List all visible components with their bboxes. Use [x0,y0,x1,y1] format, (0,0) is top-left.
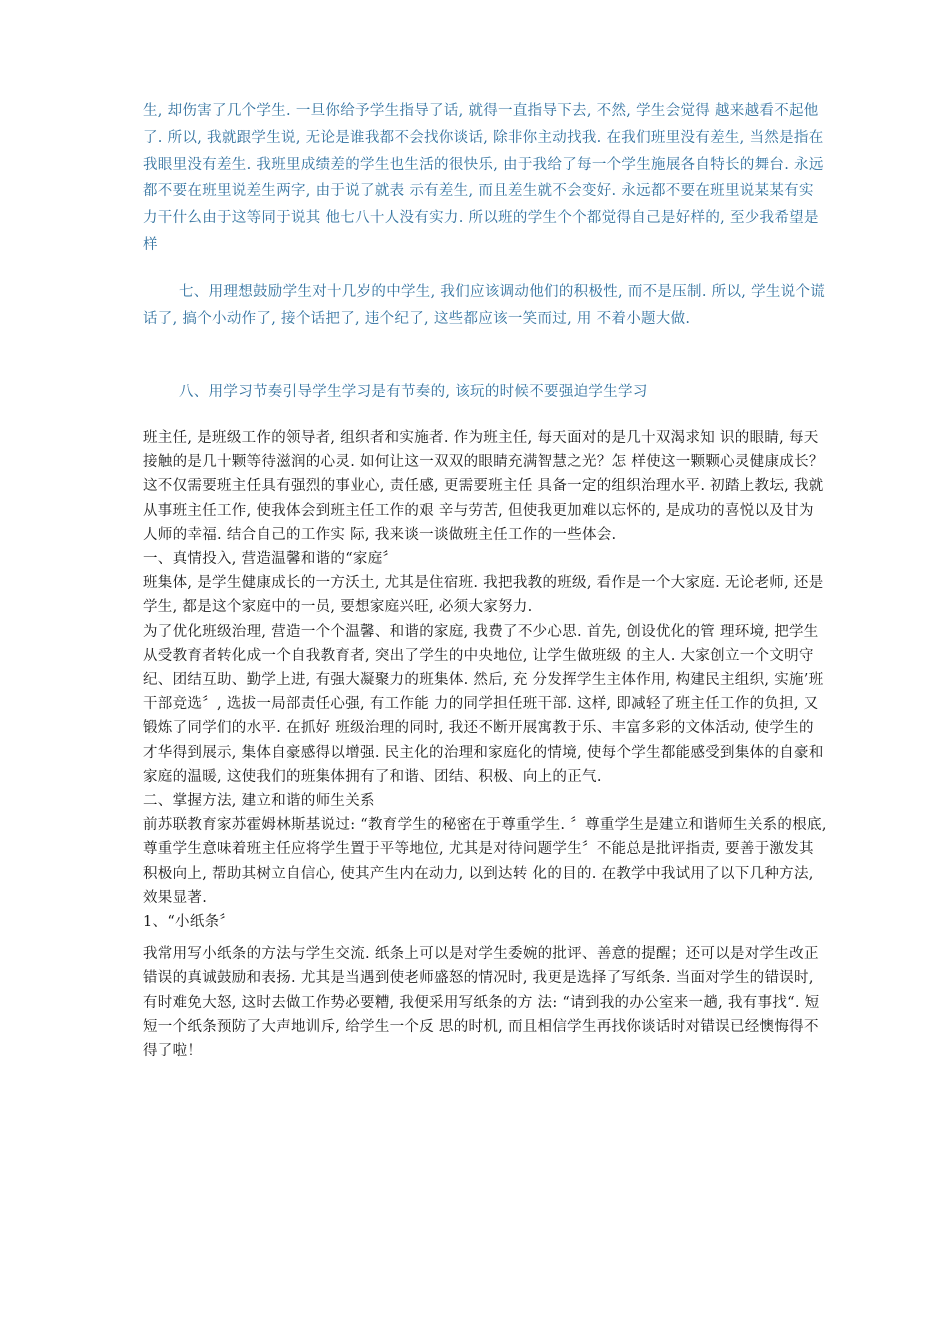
blue-paragraph-section-7: 七、用理想鼓励学生对十几岁的中学生, 我们应该调动他们的积极性, 而不是压制. 所以, 学生说个谎话了, 搞个小动作了, 接个话把了, 违个纪了, 这些都应该一笑而过, 用 不着小题大做. [143,284,826,327]
main-body [143,426,828,1063]
blue-paragraph-section-8: 八、用学习节奏引导学生学习是有节奏的, 该玩的时候不要强迫学生学习 [179,384,648,400]
heading-small-note: 1、“小纸条〞 [143,914,235,931]
heading-section-1: 一、真情投入, 营造温馨和谐的“家庭〞 [143,551,398,568]
intro-paragraph: 班主任, 是班级工作的领导者, 组织者和实施者. 作为班主任, 每天面对的是几十双渴求知 识的眼睛, 每天接触的是几十颗等待滋润的心灵. 如何让这一双双的眼睛充满智慧之光？怎 样使这一颗颗心灵健康成长？这不仅需要班主任具有强烈的事业心, 责任感, 更需要班主任 具备一定的组织治理水平. 初踏上教坛, 我就从事班主任工作, 使我体会到班主任工作的艰 辛与劳苦, 但使我更加难以忘怀的, 是成功的喜悦以及甘为人师的幸福. 结合自己的工作实 际, 我来谈一谈做班主任工作的一些体会. [143,430,824,543]
heading-section-2: 二、掌握方法, 建立和谐的师生关系 [143,793,375,810]
paragraph-small-note: 我常用写小纸条的方法与学生交流. 纸条上可以是对学生委婉的批评、善意的提醒；还可以是对学生改正错误的真诚鼓励和表扬. 尤其是当遇到使老师盛怒的情况时, 我更是选择了写纸条. 当面对学生的错误时, 有时难免大怒, 这时去做工作势必要糟, 我便采用写纸条的方 法: “请到我的办公室来一趟, 我有事找“. 短短一个纸条预防了大声地训斥, 给学生一个反 思的时机, 而且相信学生再找你谈话时对错误已经懊悔得不得了啦！ [143,946,820,1060]
paragraph-class-management: 为了优化班级治理, 营造一个个温馨、和谐的家庭, 我费了不少心思. 首先, 创设优化的管 理环境, 把学生从受教育者转化成一个自我教育者, 突出了学生的中央地位, 让学生做班级 的主人. 大家创立一个文明守纪、团结互助、勤学上进, 有强大凝聚力的班集体. 然后, 充 分发挥学生主体作用, 构建民主组织, 实施’班干部竞选〞, 选拔一局部责任心强, 有工作能 力的同学担任班干部. 这样, 即减轻了班主任工作的负担, 又锻炼了同学们的水平. 在抓好 班级治理的同时, 我还不断开展寓教于乐、丰富多彩的文体活动, 使学生的才华得到展示, 集体自豪感得以增强. 民主化的治理和家庭化的情境, 使每个学生都能感受到集体的自豪和 家庭的温暖, 这使我们的班集体拥有了和谐、团结、积极、向上的正气. [143,623,824,785]
paragraph-respect-students: 前苏联教育家苏霍姆林斯基说过: “教育学生的秘密在于尊重学生. 〞尊重学生是建立和谐师生关系的根底, 尊重学生意味着班主任应将学生置于平等地位, 尤其是对待问题学生〞不能总是批评指责, 要善于激发其积极向上, 帮助其树立自信心, 使其产生内在动力, 以到达转 化的目的. 在教学中我试用了以下几种方法, 效果显著. [143,817,827,906]
paragraph-class-collective: 班集体, 是学生健康成长的一方沃土, 尤其是住宿班. 我把我教的班级, 看作是一个大家庭. 无论老师, 还是学生, 都是这个家庭中的一员, 要想家庭兴旺, 必须大家努力. [143,575,824,616]
blue-paragraph-1: 生, 却伤害了几个学生. 一旦你给予学生指导了话, 就得一直指导下去, 不然, 学生会觉得 越来越看不起他了. 所以, 我就跟学生说, 无论是谁我都不会找你谈话, 除非你主动找我. 在我们班里没有差生, 当然是指在我眼里没有差生. 我班里成绩差的学生也生活的很快乐, 由于我给了每一个学生施展各自特长的舞台. 永远都不要在班里说差生两字, 由于说了就表 示有差生, 而且差生就不会变好. 永远都不要在班里说某某有实力干什么由于这等同于说其 他七八十人没有实力. 所以班的学生个个都觉得自己是好样的, 至少我希望是样 [143,103,824,253]
